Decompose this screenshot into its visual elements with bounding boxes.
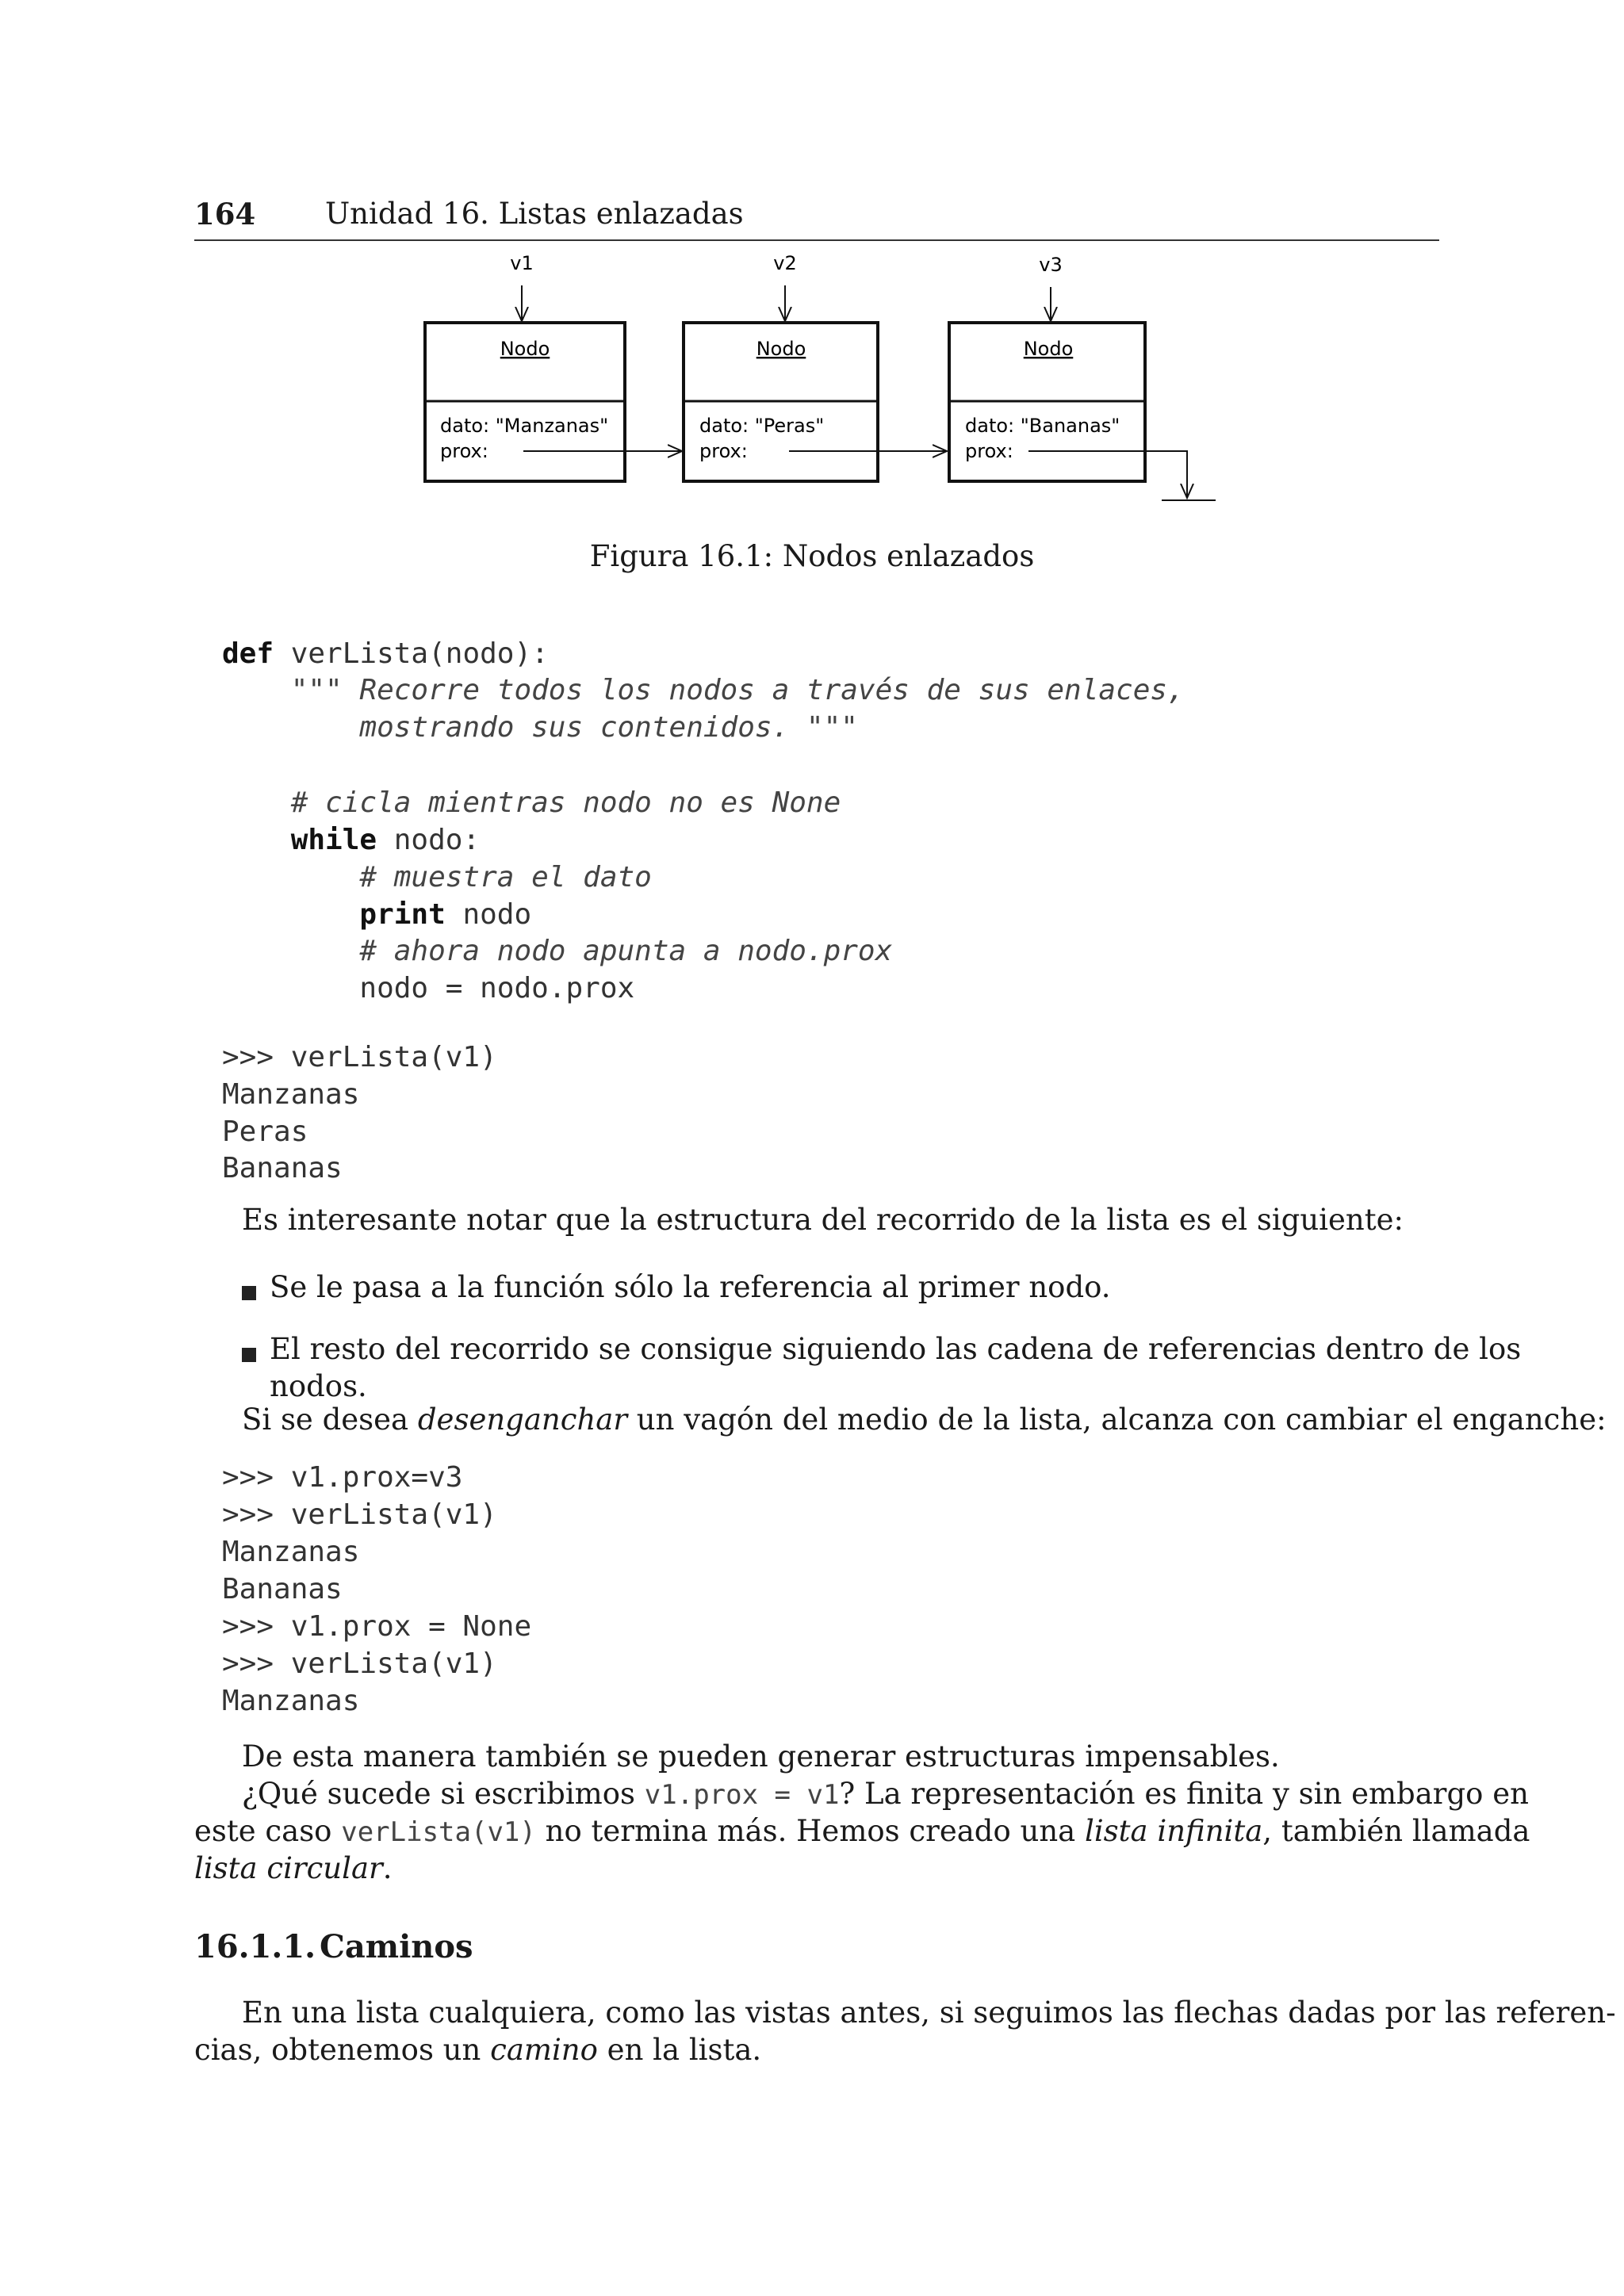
node-2-var-label: v2	[773, 252, 797, 274]
bullet-marker	[242, 1286, 256, 1300]
node-2	[684, 252, 947, 481]
console-line: >>> verLista(v1)	[222, 1647, 497, 1680]
bullet-marker	[242, 1348, 256, 1362]
node-2-dato: dato: "Peras"	[699, 415, 825, 437]
node-3-dato: dato: "Bananas"	[965, 415, 1120, 437]
paragraph-line: lista circular.	[194, 1851, 393, 1885]
console-line: >>> verLista(v1)	[222, 1041, 497, 1073]
code-line: nodo = nodo.prox	[222, 972, 635, 1004]
paragraph-line: En una lista cualquiera, como las vistas antes, si seguimos las flechas dadas por las referen-	[242, 1996, 1616, 2030]
paragraph-line: cias, obtenemos un camino en la lista.	[194, 2033, 762, 2067]
paragraph: Es interesante notar que la estructura del recorrido de la lista es el siguiente:	[242, 1203, 1404, 1237]
code-line: # muestra el dato	[222, 861, 652, 894]
paragraph: De esta manera también se pueden generar estructuras impensables.	[242, 1739, 1280, 1774]
node-2-prox: prox:	[699, 440, 748, 462]
console-line: Peras	[222, 1115, 308, 1148]
node-1-var-label: v1	[510, 252, 534, 274]
node-1-class: Nodo	[500, 338, 550, 360]
code-line: # cicla mientras nodo no es None	[222, 786, 841, 819]
node-3-prox: prox:	[965, 440, 1013, 462]
code-line: # ahora nodo apunta a nodo.prox	[222, 935, 893, 967]
console-line: Bananas	[222, 1152, 343, 1184]
node-1	[425, 252, 682, 481]
node-1-prox: prox:	[440, 440, 488, 462]
section-number: 16.1.1.	[194, 1928, 316, 1965]
page-number: 164	[194, 197, 256, 232]
console-line: >>> v1.prox=v3	[222, 1461, 463, 1494]
list-item: El resto del recorrido se consigue siguiendo las cadena de referencias dentro de los nodos.	[270, 1332, 1522, 1403]
paragraph: Si se desea desenganchar un vagón del medio de la lista, alcanza con cambiar el enganche:	[242, 1402, 1607, 1437]
node-3	[949, 254, 1216, 500]
paragraph-line: ¿Qué sucede si escribimos v1.prox = v1? La representación es finita y sin embargo en	[242, 1777, 1529, 1811]
console-line: Manzanas	[222, 1685, 360, 1717]
console-line: >>> verLista(v1)	[222, 1498, 497, 1531]
list-item: Se le pasa a la función sólo la referencia al primer nodo.	[270, 1270, 1111, 1304]
code-line: def verLista(nodo):	[222, 637, 549, 670]
console-line: >>> v1.prox = None	[222, 1610, 532, 1643]
code-line: print nodo	[359, 898, 532, 931]
console-line: Bananas	[222, 1573, 343, 1605]
paragraph-line: este caso verLista(v1) no termina más. Hemos creado una lista infinita, también llamada	[194, 1814, 1530, 1848]
node-1-dato: dato: "Manzanas"	[440, 415, 609, 437]
section-title: Caminos	[320, 1928, 473, 1965]
code-line: mostrando sus contenidos. """	[222, 711, 858, 744]
code-line: """ Recorre todos los nodos a través de sus enlaces,	[222, 674, 1185, 706]
console-line: Manzanas	[222, 1536, 360, 1568]
chapter-title: Unidad 16. Listas enlazadas	[325, 197, 744, 231]
page-header	[194, 197, 1439, 241]
linked-nodes-figure	[0, 246, 1624, 579]
node-2-class: Nodo	[756, 338, 806, 360]
console-line: Manzanas	[222, 1078, 360, 1111]
nodes-diagram	[0, 246, 1624, 579]
node-3-var-label: v3	[1039, 254, 1063, 276]
figure-caption: Figura 16.1: Nodos enlazados	[589, 539, 1035, 573]
code-line: while nodo:	[290, 824, 481, 856]
node-3-class: Nodo	[1023, 338, 1074, 360]
